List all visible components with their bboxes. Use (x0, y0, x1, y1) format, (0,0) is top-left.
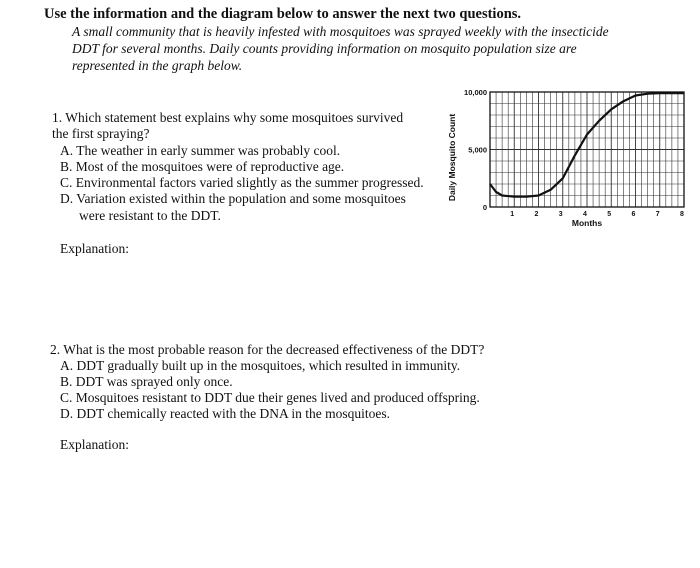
q2-option-a[interactable]: A. DDT gradually built up in the mosquitoes, which resulted in immunity. (60, 358, 461, 373)
x-tick-label: 5 (607, 211, 612, 218)
page-heading: Use the information and the diagram below to answer the next two questions. (44, 6, 522, 22)
x-tick-label: 2 (534, 211, 539, 218)
q2-option-b[interactable]: B. DDT was sprayed only once. (60, 374, 233, 389)
q1-stem-line-2: the first spraying? (52, 126, 150, 141)
y-tick-label: 0 (482, 203, 487, 212)
mosquito-count-chart (440, 82, 700, 242)
x-axis-label: Months (571, 218, 603, 228)
x-tick-label: 1 (510, 211, 515, 218)
q1-option-b[interactable]: B. Most of the mosquitoes were of reproductive age. (60, 159, 345, 174)
chart-svg (440, 82, 700, 242)
x-tick-label: 3 (558, 211, 563, 218)
q2-option-c[interactable]: C. Mosquitoes resistant to DDT due their genes lived and produced offspring. (60, 390, 480, 405)
q1-option-c[interactable]: C. Environmental factors varied slightly as the summer progressed. (60, 175, 424, 190)
y-tick-label: 10,000 (464, 88, 487, 97)
q2-option-d[interactable]: D. DDT chemically reacted with the DNA in the mosquitoes. (60, 406, 391, 421)
question-1 (0, 0, 427, 240)
x-tick-label: 7 (655, 211, 660, 218)
q1-stem-line-1: 1. Which statement best explains why some mosquitoes survived (52, 110, 404, 125)
intro-line-2: DDT for several months. Daily counts providing information on mosquito population size are (72, 41, 577, 56)
intro-line-3: represented in the graph below. (72, 58, 243, 73)
x-tick-label: 8 (680, 211, 684, 218)
y-tick-label: 5,000 (468, 145, 487, 155)
q2-explanation-label: Explanation: (60, 437, 129, 452)
q1-explanation-label: Explanation: (60, 241, 129, 256)
x-tick-label: 6 (631, 211, 636, 218)
q1-option-a[interactable]: A. The weather in early summer was probably cool. (60, 143, 341, 158)
q1-option-d-continued[interactable]: were resistant to the DDT. (79, 208, 221, 223)
x-tick-label: 4 (583, 211, 587, 218)
intro-line-1: A small community that is heavily infested with mosquitoes was sprayed weekly with the insecticide (72, 24, 609, 39)
q1-option-d[interactable]: D. Variation existed within the population and some mosquitoes (60, 191, 406, 206)
q2-stem: 2. What is the most probable reason for the decreased effectiveness of the DDT? (50, 342, 485, 357)
y-axis-label: Daily Mosquito Count (447, 113, 457, 202)
